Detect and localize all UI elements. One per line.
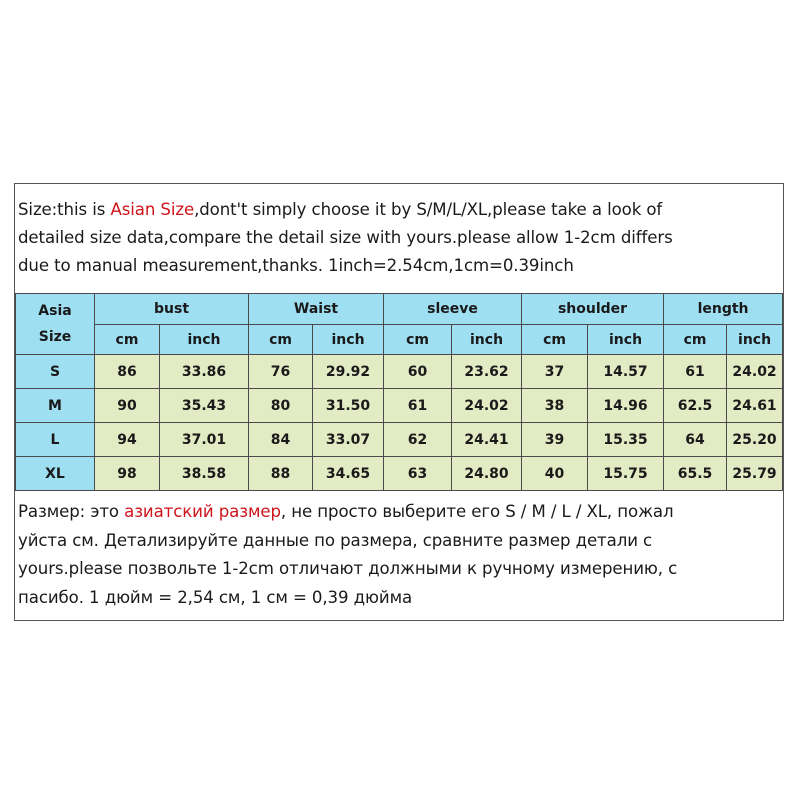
size-cell: M — [16, 389, 95, 423]
russian-line-3: yours.please позвольте 1-2cm отличают должными к ручному измерению, с — [18, 559, 678, 578]
table-cell: 90 — [95, 389, 160, 423]
table-cell: 15.75 — [588, 457, 664, 491]
size-cell: S — [16, 355, 95, 389]
russian-line-4: пасибо. 1 дюйм = 2,54 см, 1 см = 0,39 дюйма — [18, 587, 413, 607]
russian-line-1-start: Размер: это — [18, 502, 125, 521]
russian-text — [18, 498, 783, 612]
table-cell: 40 — [522, 457, 588, 491]
table-cell: 14.57 — [588, 355, 664, 389]
table-cell: 84 — [249, 423, 313, 457]
table-cell: 35.43 — [160, 389, 249, 423]
table-cell: 14.96 — [588, 389, 664, 423]
table-cell: 63 — [384, 457, 452, 491]
table-cell: 33.86 — [160, 355, 249, 389]
size-label: Size — [38, 329, 72, 345]
table-cell: 25.79 — [727, 457, 783, 491]
size-cell: XL — [16, 457, 95, 491]
unit-header: cm — [664, 325, 727, 355]
unit-header: inch — [588, 325, 664, 355]
table-cell: 61 — [664, 355, 727, 389]
russian-line-1 — [18, 498, 783, 527]
table-cell: 23.62 — [452, 355, 522, 389]
table-cell: 76 — [249, 355, 313, 389]
unit-header: inch — [160, 325, 249, 355]
unit-header: cm — [95, 325, 160, 355]
table-cell: 38.58 — [160, 457, 249, 491]
table-cell: 24.80 — [452, 457, 522, 491]
table-row-s — [16, 355, 783, 389]
intro-line-1-start: Size:this is — [18, 200, 111, 219]
table-cell: 80 — [249, 389, 313, 423]
table-cell: 65.5 — [664, 457, 727, 491]
size-table — [15, 293, 783, 491]
intro-text — [18, 196, 783, 280]
table-cell: 24.02 — [727, 355, 783, 389]
table-row-m — [16, 389, 783, 423]
asia-label: Asia — [38, 303, 72, 319]
group-header-length: length — [664, 294, 783, 325]
table-cell: 62 — [384, 423, 452, 457]
table-cell: 24.61 — [727, 389, 783, 423]
header-row-groups — [16, 294, 783, 325]
table-cell: 64 — [664, 423, 727, 457]
table-cell: 24.02 — [452, 389, 522, 423]
table-cell: 33.07 — [313, 423, 384, 457]
intro-line-1-end: ,dont't simply choose it by S/M/L/XL,please take a look of — [194, 200, 663, 219]
table-cell: 86 — [95, 355, 160, 389]
unit-header: cm — [384, 325, 452, 355]
russian-line-2: уйста см. Детализируйте данные по размера, сравните размер детали с — [18, 530, 653, 550]
unit-header: inch — [727, 325, 783, 355]
table-cell: 24.41 — [452, 423, 522, 457]
size-chart-frame — [14, 183, 784, 621]
table-cell: 29.92 — [313, 355, 384, 389]
group-header-shoulder: shoulder — [522, 294, 664, 325]
asian-size-highlight-ru: азиатский размер — [124, 502, 281, 521]
unit-header: cm — [522, 325, 588, 355]
header-row-units — [16, 325, 783, 355]
size-cell: L — [16, 423, 95, 457]
table-row-l — [16, 423, 783, 457]
table-cell: 88 — [249, 457, 313, 491]
table-cell: 31.50 — [313, 389, 384, 423]
unit-header: cm — [249, 325, 313, 355]
unit-header: inch — [313, 325, 384, 355]
table-cell: 61 — [384, 389, 452, 423]
group-header-waist: Waist — [249, 294, 384, 325]
table-cell: 37.01 — [160, 423, 249, 457]
table-cell: 60 — [384, 355, 452, 389]
russian-line-1-end: , не просто выберите его S / M / L / XL, пожал — [280, 502, 674, 521]
group-header-sleeve: sleeve — [384, 294, 522, 325]
unit-header: inch — [452, 325, 522, 355]
intro-line-3: due to manual measurement,thanks. 1inch=2.54cm,1cm=0.39inch — [18, 256, 574, 275]
asia-size-header — [16, 294, 95, 355]
table-cell: 98 — [95, 457, 160, 491]
table-cell: 15.35 — [588, 423, 664, 457]
table-cell: 62.5 — [664, 389, 727, 423]
group-header-bust: bust — [95, 294, 249, 325]
table-cell: 34.65 — [313, 457, 384, 491]
table-cell: 39 — [522, 423, 588, 457]
asian-size-highlight: Asian Size — [110, 200, 195, 219]
intro-line-1 — [18, 196, 783, 224]
intro-line-2: detailed size data,compare the detail size with yours.please allow 1-2cm differs — [18, 228, 673, 247]
table-cell: 94 — [95, 423, 160, 457]
table-cell: 37 — [522, 355, 588, 389]
table-row-xl — [16, 457, 783, 491]
table-cell: 25.20 — [727, 423, 783, 457]
table-cell: 38 — [522, 389, 588, 423]
